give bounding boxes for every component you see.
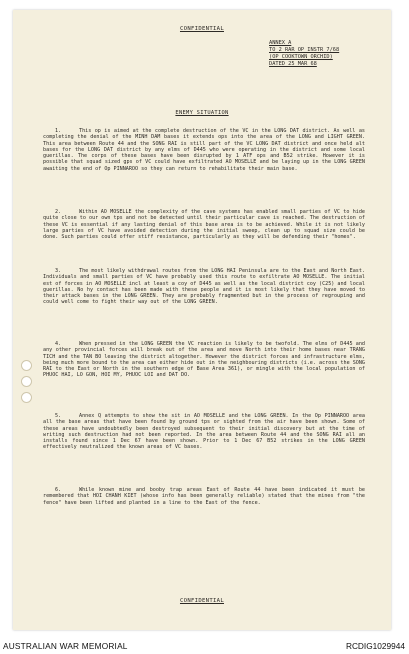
paragraph-5 [43, 413, 365, 451]
paragraph-2 [43, 209, 365, 240]
paragraph-3 [43, 268, 365, 306]
paragraph-text: When pressed in the LONG GREEN the VC reaction is likely to be twofold. The elms of D445 and any other provincial forces will break out of the area and move North into their home bases near TRANG TICH and the TAN BO leaving the district altogether. However the district forces and infrastructure elms, being much more bound to the area can either hide out in the neighbouring districts (i.e. across the SONG RAI to the East or North in the southern edge of Base Area 361), or mingle with the local population of PHUOC HAI, LO GON, HOI MY, PHUOC LOI and DAT DO. [43, 341, 366, 379]
punch-hole [21, 360, 32, 371]
paragraph-text: While known mine and booby trap areas East of Route 44 have been indicated it must be remembered that HOI CHANH KIET (whose info has been generally reliable) stated that the mines from "the fence" have been lifted and planted in a line to the East of the fence. [43, 487, 365, 506]
paragraph-number: 2. [55, 209, 62, 215]
paragraph-number: 6. [55, 487, 62, 493]
archive-institution: AUSTRALIAN WAR MEMORIAL [3, 641, 128, 651]
classification-footer: CONFIDENTIAL [179, 598, 224, 604]
section-title: ENEMY SITUATION [175, 110, 229, 116]
annex-line: ANNEX A [269, 40, 292, 46]
paragraph-text: Within AO MOSELLE the complexity of the cave systems has enabled small parties of VC to hide quite close to our own tps and not be detected until their particular cave is reached. The destruction of these VC is essential if any lasting denial of this base area is to be achieved. While it is not likely large parties of VC have avoided detection during the initial sweep, clean up to squad size could be done. Such parties could offer stiff resistance, particularly as they will be defending their "homes". [43, 209, 366, 241]
classification-header: CONFIDENTIAL [179, 26, 224, 32]
annex-line: (OP COOKTOWN ORCHID) [269, 54, 333, 60]
paragraph-number: 3. [55, 268, 62, 274]
archive-footer [0, 637, 409, 654]
annex-line: DATED 25 MAR 68 [269, 61, 317, 67]
punch-hole [21, 392, 32, 403]
paragraph-6 [43, 487, 365, 506]
paragraph-number: 5. [55, 413, 62, 419]
paragraph-number: 4. [55, 341, 62, 347]
paragraph-1 [43, 128, 365, 172]
paragraph-number: 1. [55, 128, 62, 134]
paragraph-text: The most likely withdrawal routes from the LONG HAI Peninsula are to the East and North East. Individuals and small parties of VC have probably used this route to exfiltrate AO MOSELLE. The initial est of forces in AO MOSELLE incl at least a coy of D445 as well as the local district coy (C25) and local guerillas. No hy contact has been made with these people and it is most likely that they have moved to their attack bases in the LONG GREEN. They are probably fragmented but in the process of regrouping and could well come to fight their way out of the LONG GREEN. [43, 268, 366, 306]
punch-hole [21, 376, 32, 387]
annex-line: TO 2 RAR OP INSTR 7/68 [269, 47, 340, 53]
paragraph-4 [43, 341, 365, 379]
document-page [13, 10, 391, 630]
paragraph-text: Annex Q attempts to show the sit in AO MOSELLE and the LONG GREEN. In the Op PINNAROO area all the base areas that have been found by ground tps or sighted from the air have been shown. Some of these areas have undoubtedly been destroyed subsequent to their initial discovery but at the time of writing such destruction had not been reported. In the area between Route 44 and the SONG RAI all an installs found since 1 Dec 67 have been shown. Prior to 1 Dec 67 B52 strikes in the LONG GREEN effectively neutralized the known areas of VC bases. [43, 413, 365, 451]
paragraph-text: This op is aimed at the complete destruction of the VC in the LONG DAT district. As well as completing the denial of the MINH DAM bases it extends ops into the area of the LONG and LIGHT GREEN. This area between Route 44 and the SONG RAI is still part of the VC LONG DAT district and once held alt bases for the LONG DAT district by any elms of D445 who were operating in the district and some local guerillas. The corps of these bases have been disrupted by 1 ATF ops and B52 strike. However it is possible that squad sized gps of VC could have exfiltrated AO MOSELLE and be laying up in the LONG GREEN awaiting the end of Op PINNAROO so they can return to rehabilitate their main base. [43, 128, 365, 172]
archive-reference: RCDIG1029944 [345, 641, 405, 651]
